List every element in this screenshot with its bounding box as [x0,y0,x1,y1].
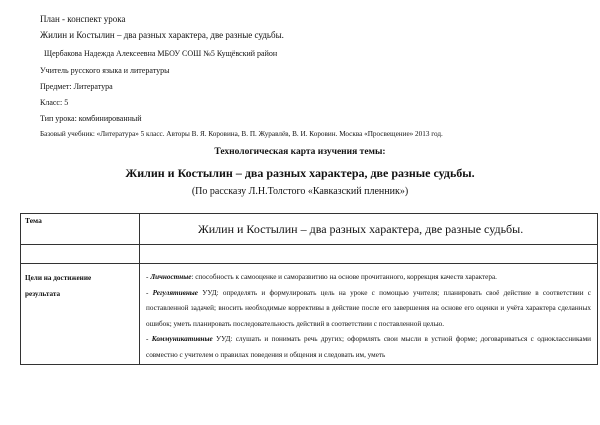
grade-line: Класс: 5 [40,98,69,107]
textbook-line: Базовый учебник: «Литература» 5 класс. Авторы В. Я. Коровина, В. П. Журавлёв, В. И. Коровин. Москва «Просвещение» 2013 год. [40,130,443,138]
personal-goal: - Личностные: способность к самооценке и саморазвитию на основе прочитанного, коррекция качеств характера. [146,273,497,281]
theme-label: Тема [25,216,42,225]
table-row-spacer [21,245,598,264]
subject-line: Предмет: Литература [40,82,113,91]
plan-title: План - конспект урока [40,14,126,24]
lesson-type-line: Тип урока: комбинированный [40,114,142,123]
card-subtitle: (По рассказу Л.Н.Толстого «Кавказский пленник») [191,186,409,197]
regulatory-goal: - Регулятивные УУД: определять и формулировать цель на уроке с помощью учителя; планировать своё действие в соответствии с поставленной задачей; вносить необходимые коррективы в действие после его завершения на основе его оценки и учёта характера сделанных ошибок; уметь планировать последовательность действий в соответствии с поставленной целью. [146,288,591,328]
table-row-theme [21,214,598,245]
goals-content-cell [140,264,598,365]
position-line: Учитель русского языка и литературы [40,66,170,75]
theme-label-cell [21,214,140,245]
goals-list [140,264,597,364]
card-theme: Жилин и Костылин – два разных характера, две разные судьбы. [125,166,475,180]
goals-label: Цели на достижение результата [25,274,92,298]
theme-value: Жилин и Костылин – два разных характера, две разные судьбы. [198,222,524,236]
goals-label-cell [21,264,140,365]
theme-value-cell [140,214,598,245]
communicative-goal: - Коммуникативные УУД: слушать и понимать речь других; оформлять свои мысли в устной форме; договариваться с одноклассниками совместно с учителем о правилах поведения и общения и следовать им, уметь [146,335,591,359]
technology-card-table [20,213,598,365]
author-line: Щербакова Надежда Алексеевна МБОУ СОШ №5 Кущёвский район [44,49,278,58]
card-title: Технологическая карта изучения темы: [214,147,386,157]
table-row-goals [21,264,598,365]
lesson-topic: Жилин и Костылин – два разных характера, две разные судьбы. [40,30,284,40]
